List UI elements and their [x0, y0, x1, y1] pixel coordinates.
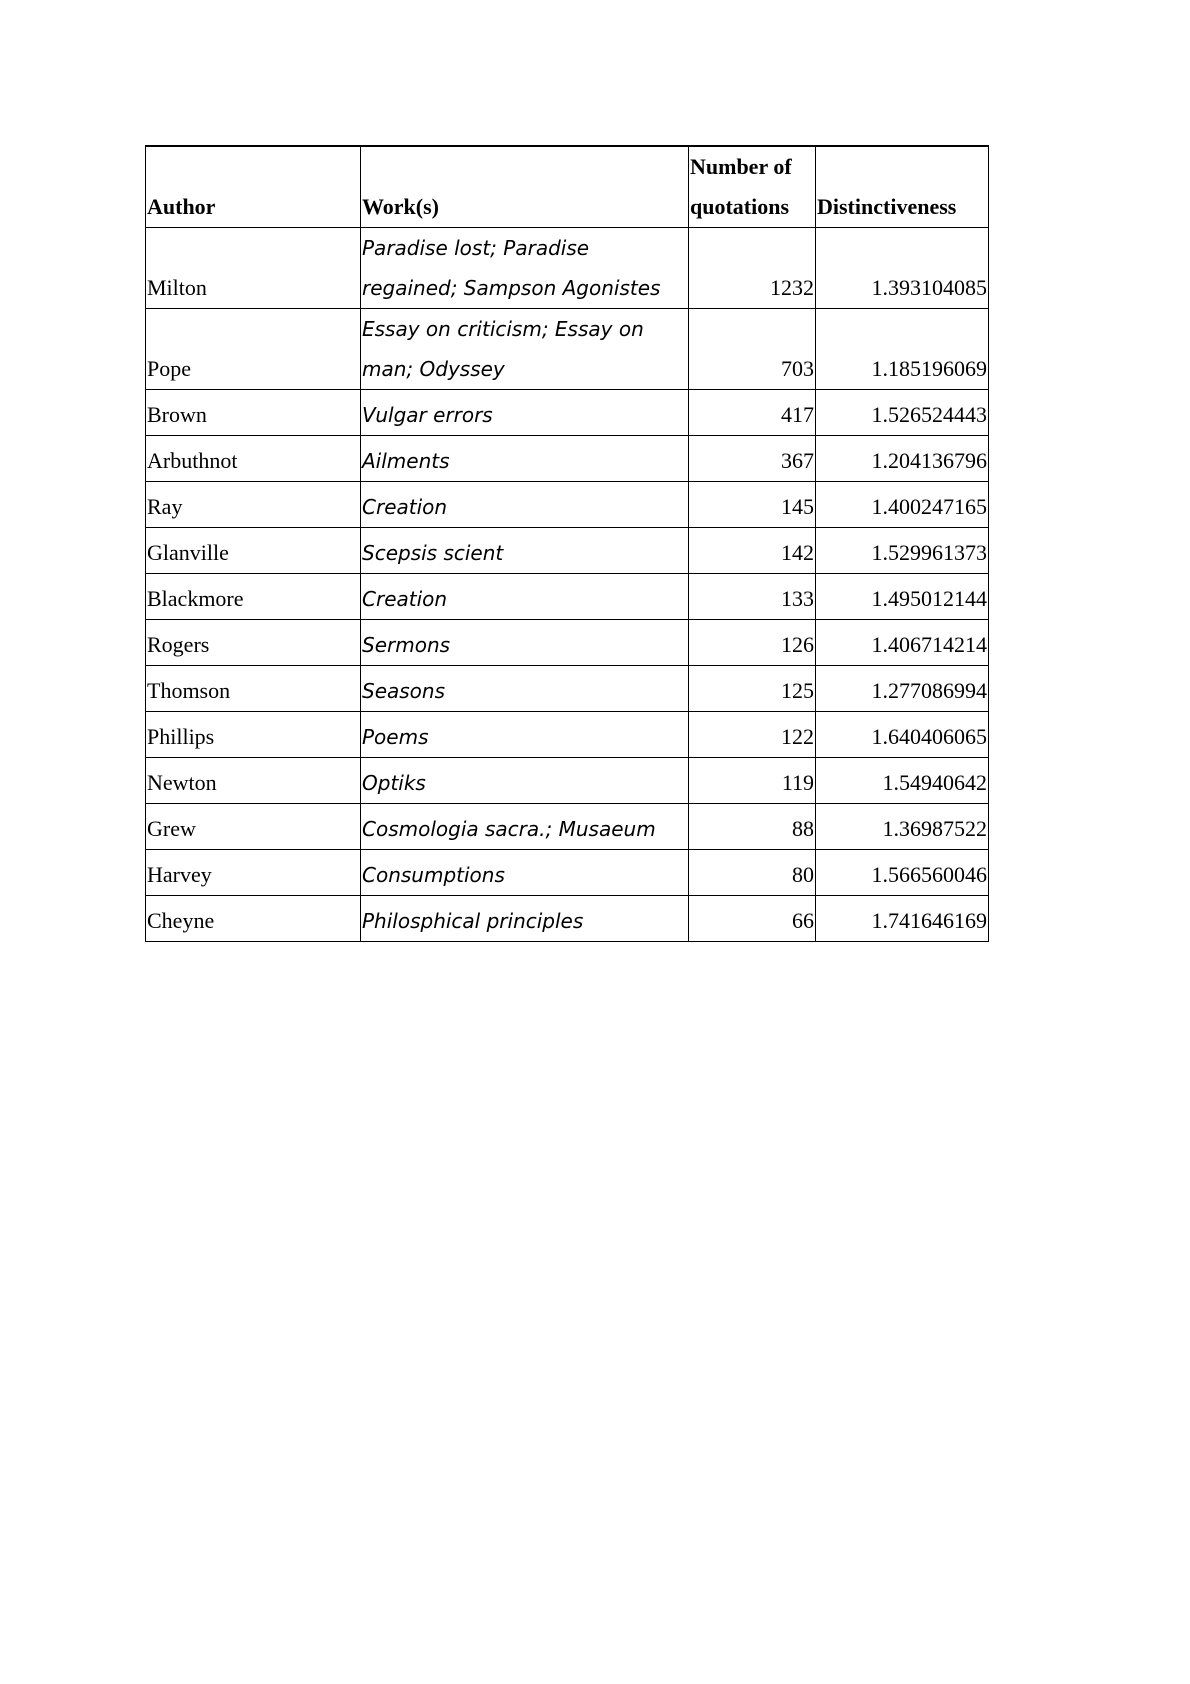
table-row [146, 620, 989, 666]
header-distinctiveness: Distinctiveness [816, 146, 989, 228]
distinctiveness-cell: 1.400247165 [816, 482, 989, 528]
author-cell: Glanville [146, 528, 361, 574]
distinctiveness-cell: 1.566560046 [816, 850, 989, 896]
distinctiveness-cell: 1.741646169 [816, 896, 989, 942]
table-row [146, 804, 989, 850]
works-cell: Paradise lost; Paradise regained; Sampson Agonistes [361, 228, 689, 309]
works-cell: Essay on criticism; Essay on man; Odyssey [361, 309, 689, 390]
quotations-cell: 142 [689, 528, 816, 574]
author-cell: Milton [146, 228, 361, 309]
works-cell: Consumptions [361, 850, 689, 896]
table-row [146, 390, 989, 436]
author-cell: Rogers [146, 620, 361, 666]
author-quotations-table [145, 145, 989, 942]
table-row [146, 850, 989, 896]
table-row [146, 436, 989, 482]
table-row [146, 309, 989, 390]
table-row [146, 482, 989, 528]
quotations-cell: 703 [689, 309, 816, 390]
distinctiveness-cell: 1.277086994 [816, 666, 989, 712]
quotations-cell: 145 [689, 482, 816, 528]
table-row [146, 228, 989, 309]
quotations-cell: 1232 [689, 228, 816, 309]
quotations-cell: 125 [689, 666, 816, 712]
quotations-cell: 133 [689, 574, 816, 620]
quotations-cell: 417 [689, 390, 816, 436]
table-row [146, 712, 989, 758]
quotations-cell: 119 [689, 758, 816, 804]
quotations-cell: 122 [689, 712, 816, 758]
works-cell: Optiks [361, 758, 689, 804]
distinctiveness-cell: 1.393104085 [816, 228, 989, 309]
works-cell: Philosphical principles [361, 896, 689, 942]
distinctiveness-cell: 1.529961373 [816, 528, 989, 574]
works-cell: Creation [361, 482, 689, 528]
distinctiveness-cell: 1.185196069 [816, 309, 989, 390]
header-works: Work(s) [361, 146, 689, 228]
quotations-cell: 126 [689, 620, 816, 666]
works-cell: Poems [361, 712, 689, 758]
distinctiveness-cell: 1.526524443 [816, 390, 989, 436]
quotations-cell: 88 [689, 804, 816, 850]
table-row [146, 666, 989, 712]
author-cell: Blackmore [146, 574, 361, 620]
author-cell: Cheyne [146, 896, 361, 942]
author-cell: Grew [146, 804, 361, 850]
distinctiveness-cell: 1.204136796 [816, 436, 989, 482]
author-cell: Pope [146, 309, 361, 390]
author-cell: Brown [146, 390, 361, 436]
author-cell: Ray [146, 482, 361, 528]
table-row [146, 896, 989, 942]
header-quotations: Number of quotations [689, 146, 816, 228]
author-cell: Newton [146, 758, 361, 804]
header-author: Author [146, 146, 361, 228]
table-row [146, 758, 989, 804]
author-cell: Phillips [146, 712, 361, 758]
works-cell: Cosmologia sacra.; Musaeum [361, 804, 689, 850]
works-cell: Vulgar errors [361, 390, 689, 436]
author-cell: Arbuthnot [146, 436, 361, 482]
distinctiveness-cell: 1.36987522 [816, 804, 989, 850]
distinctiveness-cell: 1.54940642 [816, 758, 989, 804]
works-cell: Creation [361, 574, 689, 620]
works-cell: Seasons [361, 666, 689, 712]
table-row [146, 528, 989, 574]
quotations-cell: 367 [689, 436, 816, 482]
distinctiveness-cell: 1.640406065 [816, 712, 989, 758]
works-cell: Scepsis scient [361, 528, 689, 574]
author-cell: Thomson [146, 666, 361, 712]
distinctiveness-cell: 1.406714214 [816, 620, 989, 666]
works-cell: Sermons [361, 620, 689, 666]
distinctiveness-cell: 1.495012144 [816, 574, 989, 620]
author-cell: Harvey [146, 850, 361, 896]
quotations-cell: 80 [689, 850, 816, 896]
works-cell: Ailments [361, 436, 689, 482]
table-row [146, 574, 989, 620]
quotations-cell: 66 [689, 896, 816, 942]
header-row [146, 146, 989, 228]
